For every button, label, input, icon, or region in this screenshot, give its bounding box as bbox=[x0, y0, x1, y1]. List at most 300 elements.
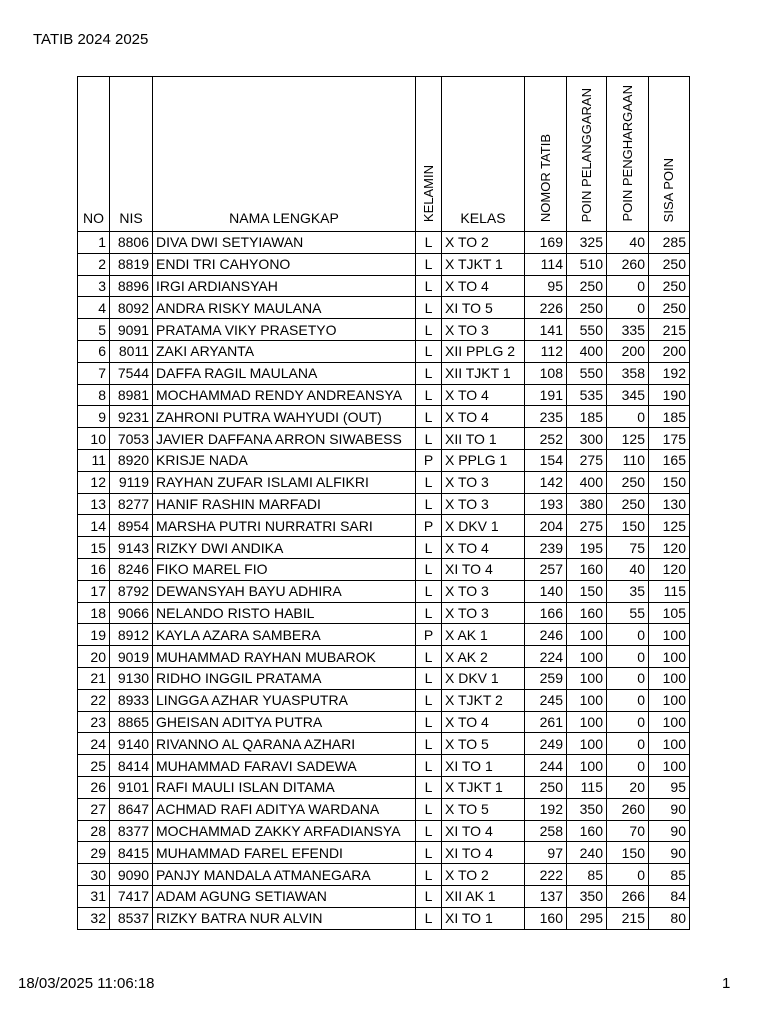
cell-kelas: X TJKT 2 bbox=[442, 689, 525, 711]
cell-sisa-poin: 130 bbox=[649, 493, 690, 515]
cell-nomor-tatib: 257 bbox=[525, 558, 567, 580]
header-kelas: KELAS bbox=[442, 77, 525, 232]
cell-poin-penghargaan: 150 bbox=[607, 515, 649, 537]
table-row bbox=[78, 885, 690, 907]
cell-nomor-tatib: 108 bbox=[525, 362, 567, 384]
cell-nama: LINGGA AZHAR YUASPUTRA bbox=[153, 689, 416, 711]
cell-nama: MUHAMMAD RAYHAN MUBAROK bbox=[153, 646, 416, 668]
cell-poin-pelanggaran: 100 bbox=[567, 755, 607, 777]
cell-nomor-tatib: 169 bbox=[525, 232, 567, 254]
cell-poin-penghargaan: 40 bbox=[607, 558, 649, 580]
table-row bbox=[78, 602, 690, 624]
cell-sisa-poin: 192 bbox=[649, 362, 690, 384]
cell-nama: ADAM AGUNG SETIAWAN bbox=[153, 885, 416, 907]
cell-nama: RIDHO INGGIL PRATAMA bbox=[153, 667, 416, 689]
cell-kelamin: L bbox=[416, 297, 442, 319]
cell-no: 22 bbox=[78, 689, 110, 711]
cell-no: 16 bbox=[78, 558, 110, 580]
cell-sisa-poin: 165 bbox=[649, 449, 690, 471]
cell-sisa-poin: 190 bbox=[649, 384, 690, 406]
cell-poin-penghargaan: 0 bbox=[607, 297, 649, 319]
cell-nis: 8954 bbox=[110, 515, 153, 537]
cell-nomor-tatib: 259 bbox=[525, 667, 567, 689]
cell-nama: KAYLA AZARA SAMBERA bbox=[153, 624, 416, 646]
cell-nis: 9019 bbox=[110, 646, 153, 668]
table-row bbox=[78, 624, 690, 646]
cell-sisa-poin: 120 bbox=[649, 558, 690, 580]
cell-nis: 9143 bbox=[110, 537, 153, 559]
cell-nama: KRISJE NADA bbox=[153, 449, 416, 471]
cell-nis: 8865 bbox=[110, 711, 153, 733]
header-no: NO bbox=[78, 77, 110, 232]
cell-kelamin: L bbox=[416, 667, 442, 689]
cell-nama: ZAHRONI PUTRA WAHYUDI (OUT) bbox=[153, 406, 416, 428]
table-row bbox=[78, 689, 690, 711]
cell-no: 18 bbox=[78, 602, 110, 624]
cell-nomor-tatib: 226 bbox=[525, 297, 567, 319]
cell-nomor-tatib: 160 bbox=[525, 907, 567, 929]
cell-no: 31 bbox=[78, 885, 110, 907]
cell-kelas: XII TJKT 1 bbox=[442, 362, 525, 384]
cell-no: 24 bbox=[78, 733, 110, 755]
cell-no: 4 bbox=[78, 297, 110, 319]
cell-nama: ZAKI ARYANTA bbox=[153, 340, 416, 362]
cell-nomor-tatib: 137 bbox=[525, 885, 567, 907]
cell-nis: 9231 bbox=[110, 406, 153, 428]
cell-poin-pelanggaran: 240 bbox=[567, 842, 607, 864]
cell-poin-penghargaan: 70 bbox=[607, 820, 649, 842]
cell-poin-penghargaan: 0 bbox=[607, 733, 649, 755]
cell-nama: FIKO MAREL FIO bbox=[153, 558, 416, 580]
cell-kelas: X PPLG 1 bbox=[442, 449, 525, 471]
cell-nis: 8414 bbox=[110, 755, 153, 777]
table-row bbox=[78, 667, 690, 689]
cell-kelas: XI TO 4 bbox=[442, 820, 525, 842]
cell-kelamin: L bbox=[416, 537, 442, 559]
header-nama: NAMA LENGKAP bbox=[153, 77, 416, 232]
cell-nis: 9130 bbox=[110, 667, 153, 689]
cell-nama: MOCHAMMAD RENDY ANDREANSYA bbox=[153, 384, 416, 406]
cell-kelamin: L bbox=[416, 798, 442, 820]
cell-nis: 8246 bbox=[110, 558, 153, 580]
cell-poin-pelanggaran: 150 bbox=[567, 580, 607, 602]
cell-nama: RIVANNO AL QARANA AZHARI bbox=[153, 733, 416, 755]
cell-kelamin: L bbox=[416, 820, 442, 842]
cell-nama: NELANDO RISTO HABIL bbox=[153, 602, 416, 624]
cell-poin-penghargaan: 0 bbox=[607, 667, 649, 689]
cell-nis: 7417 bbox=[110, 885, 153, 907]
cell-poin-penghargaan: 0 bbox=[607, 646, 649, 668]
cell-poin-pelanggaran: 115 bbox=[567, 776, 607, 798]
page-number: 1 bbox=[722, 975, 731, 992]
cell-poin-penghargaan: 55 bbox=[607, 602, 649, 624]
cell-poin-penghargaan: 125 bbox=[607, 428, 649, 450]
cell-nomor-tatib: 191 bbox=[525, 384, 567, 406]
table-row bbox=[78, 449, 690, 471]
cell-nis: 8792 bbox=[110, 580, 153, 602]
cell-kelamin: L bbox=[416, 646, 442, 668]
cell-poin-penghargaan: 260 bbox=[607, 253, 649, 275]
cell-kelamin: L bbox=[416, 362, 442, 384]
table-row bbox=[78, 515, 690, 537]
cell-no: 29 bbox=[78, 842, 110, 864]
cell-poin-pelanggaran: 550 bbox=[567, 362, 607, 384]
cell-kelamin: L bbox=[416, 885, 442, 907]
cell-kelamin: L bbox=[416, 602, 442, 624]
cell-kelas: X AK 1 bbox=[442, 624, 525, 646]
cell-kelamin: L bbox=[416, 689, 442, 711]
cell-kelamin: L bbox=[416, 471, 442, 493]
cell-kelamin: L bbox=[416, 253, 442, 275]
cell-kelas: X TO 4 bbox=[442, 711, 525, 733]
cell-no: 14 bbox=[78, 515, 110, 537]
cell-no: 13 bbox=[78, 493, 110, 515]
cell-nama: GHEISAN ADITYA PUTRA bbox=[153, 711, 416, 733]
cell-kelas: XII AK 1 bbox=[442, 885, 525, 907]
cell-poin-pelanggaran: 535 bbox=[567, 384, 607, 406]
cell-nama: DIVA DWI SETYIAWAN bbox=[153, 232, 416, 254]
cell-sisa-poin: 84 bbox=[649, 885, 690, 907]
cell-no: 5 bbox=[78, 319, 110, 341]
cell-no: 8 bbox=[78, 384, 110, 406]
table-row bbox=[78, 907, 690, 929]
cell-nama: RAFI MAULI ISLAN DITAMA bbox=[153, 776, 416, 798]
cell-poin-pelanggaran: 85 bbox=[567, 864, 607, 886]
cell-no: 11 bbox=[78, 449, 110, 471]
cell-no: 7 bbox=[78, 362, 110, 384]
cell-nis: 8806 bbox=[110, 232, 153, 254]
cell-poin-pelanggaran: 550 bbox=[567, 319, 607, 341]
cell-kelamin: P bbox=[416, 515, 442, 537]
cell-nis: 8912 bbox=[110, 624, 153, 646]
table-row bbox=[78, 319, 690, 341]
cell-kelas: X DKV 1 bbox=[442, 515, 525, 537]
cell-kelas: X TJKT 1 bbox=[442, 776, 525, 798]
cell-kelamin: L bbox=[416, 493, 442, 515]
cell-kelamin: L bbox=[416, 428, 442, 450]
cell-poin-penghargaan: 200 bbox=[607, 340, 649, 362]
cell-poin-pelanggaran: 100 bbox=[567, 667, 607, 689]
table-row bbox=[78, 776, 690, 798]
cell-kelamin: L bbox=[416, 580, 442, 602]
header-sisa-poin: SISA POIN bbox=[649, 77, 690, 232]
cell-kelas: XI TO 4 bbox=[442, 842, 525, 864]
cell-nama: ANDRA RISKY MAULANA bbox=[153, 297, 416, 319]
cell-kelas: XII PPLG 2 bbox=[442, 340, 525, 362]
cell-nomor-tatib: 235 bbox=[525, 406, 567, 428]
cell-sisa-poin: 95 bbox=[649, 776, 690, 798]
cell-sisa-poin: 115 bbox=[649, 580, 690, 602]
cell-kelas: XI TO 1 bbox=[442, 907, 525, 929]
cell-poin-pelanggaran: 100 bbox=[567, 733, 607, 755]
header-nis: NIS bbox=[110, 77, 153, 232]
cell-nomor-tatib: 192 bbox=[525, 798, 567, 820]
tatib-table bbox=[77, 76, 690, 930]
cell-nama: PRATAMA VIKY PRASETYO bbox=[153, 319, 416, 341]
cell-kelas: X TO 2 bbox=[442, 864, 525, 886]
cell-nomor-tatib: 142 bbox=[525, 471, 567, 493]
cell-sisa-poin: 100 bbox=[649, 689, 690, 711]
cell-nomor-tatib: 261 bbox=[525, 711, 567, 733]
cell-kelas: X TO 5 bbox=[442, 798, 525, 820]
cell-sisa-poin: 80 bbox=[649, 907, 690, 929]
cell-kelamin: L bbox=[416, 776, 442, 798]
cell-sisa-poin: 100 bbox=[649, 667, 690, 689]
cell-no: 2 bbox=[78, 253, 110, 275]
cell-no: 32 bbox=[78, 907, 110, 929]
cell-no: 17 bbox=[78, 580, 110, 602]
cell-nis: 8981 bbox=[110, 384, 153, 406]
cell-sisa-poin: 250 bbox=[649, 297, 690, 319]
cell-nama: MUHAMMAD FARAVI SADEWA bbox=[153, 755, 416, 777]
cell-kelamin: L bbox=[416, 755, 442, 777]
cell-poin-penghargaan: 0 bbox=[607, 275, 649, 297]
cell-sisa-poin: 105 bbox=[649, 602, 690, 624]
cell-poin-pelanggaran: 510 bbox=[567, 253, 607, 275]
cell-no: 20 bbox=[78, 646, 110, 668]
cell-kelamin: L bbox=[416, 406, 442, 428]
cell-kelamin: L bbox=[416, 733, 442, 755]
cell-poin-penghargaan: 0 bbox=[607, 689, 649, 711]
cell-nis: 9119 bbox=[110, 471, 153, 493]
cell-poin-penghargaan: 0 bbox=[607, 624, 649, 646]
cell-kelas: X TO 5 bbox=[442, 733, 525, 755]
cell-poin-penghargaan: 250 bbox=[607, 493, 649, 515]
cell-no: 6 bbox=[78, 340, 110, 362]
cell-sisa-poin: 285 bbox=[649, 232, 690, 254]
cell-sisa-poin: 100 bbox=[649, 733, 690, 755]
cell-poin-pelanggaran: 325 bbox=[567, 232, 607, 254]
cell-poin-pelanggaran: 250 bbox=[567, 297, 607, 319]
cell-no: 27 bbox=[78, 798, 110, 820]
cell-nama: IRGI ARDIANSYAH bbox=[153, 275, 416, 297]
cell-no: 9 bbox=[78, 406, 110, 428]
cell-nama: DAFFA RAGIL MAULANA bbox=[153, 362, 416, 384]
cell-sisa-poin: 200 bbox=[649, 340, 690, 362]
cell-nomor-tatib: 224 bbox=[525, 646, 567, 668]
cell-poin-pelanggaran: 400 bbox=[567, 340, 607, 362]
cell-poin-pelanggaran: 100 bbox=[567, 711, 607, 733]
cell-kelas: X TO 4 bbox=[442, 384, 525, 406]
table-row bbox=[78, 362, 690, 384]
cell-sisa-poin: 100 bbox=[649, 755, 690, 777]
cell-poin-pelanggaran: 275 bbox=[567, 449, 607, 471]
cell-kelas: X TJKT 1 bbox=[442, 253, 525, 275]
cell-kelamin: L bbox=[416, 864, 442, 886]
cell-poin-penghargaan: 266 bbox=[607, 885, 649, 907]
cell-nomor-tatib: 249 bbox=[525, 733, 567, 755]
cell-poin-penghargaan: 0 bbox=[607, 406, 649, 428]
cell-poin-penghargaan: 110 bbox=[607, 449, 649, 471]
cell-kelamin: L bbox=[416, 907, 442, 929]
cell-sisa-poin: 100 bbox=[649, 711, 690, 733]
cell-poin-penghargaan: 0 bbox=[607, 711, 649, 733]
cell-sisa-poin: 85 bbox=[649, 864, 690, 886]
table-header-row bbox=[78, 77, 690, 232]
table-row bbox=[78, 580, 690, 602]
table-row bbox=[78, 384, 690, 406]
cell-kelamin: L bbox=[416, 232, 442, 254]
cell-nomor-tatib: 252 bbox=[525, 428, 567, 450]
cell-poin-penghargaan: 358 bbox=[607, 362, 649, 384]
table-row bbox=[78, 558, 690, 580]
cell-nomor-tatib: 166 bbox=[525, 602, 567, 624]
cell-nis: 8896 bbox=[110, 275, 153, 297]
cell-sisa-poin: 215 bbox=[649, 319, 690, 341]
cell-poin-penghargaan: 250 bbox=[607, 471, 649, 493]
cell-kelas: X TO 4 bbox=[442, 275, 525, 297]
cell-kelamin: L bbox=[416, 842, 442, 864]
cell-nis: 9090 bbox=[110, 864, 153, 886]
cell-poin-pelanggaran: 100 bbox=[567, 624, 607, 646]
cell-no: 10 bbox=[78, 428, 110, 450]
table-row bbox=[78, 428, 690, 450]
cell-nis: 8277 bbox=[110, 493, 153, 515]
cell-poin-pelanggaran: 300 bbox=[567, 428, 607, 450]
cell-poin-penghargaan: 35 bbox=[607, 580, 649, 602]
cell-kelas: X TO 3 bbox=[442, 319, 525, 341]
cell-kelas: XI TO 1 bbox=[442, 755, 525, 777]
cell-poin-pelanggaran: 295 bbox=[567, 907, 607, 929]
table-row bbox=[78, 646, 690, 668]
table-row bbox=[78, 842, 690, 864]
table-row bbox=[78, 820, 690, 842]
cell-poin-pelanggaran: 275 bbox=[567, 515, 607, 537]
cell-kelamin: P bbox=[416, 449, 442, 471]
cell-nis: 8537 bbox=[110, 907, 153, 929]
cell-sisa-poin: 120 bbox=[649, 537, 690, 559]
cell-nomor-tatib: 244 bbox=[525, 755, 567, 777]
cell-sisa-poin: 100 bbox=[649, 624, 690, 646]
cell-no: 26 bbox=[78, 776, 110, 798]
cell-no: 30 bbox=[78, 864, 110, 886]
cell-nama: ENDI TRI CAHYONO bbox=[153, 253, 416, 275]
table-row bbox=[78, 340, 690, 362]
cell-no: 23 bbox=[78, 711, 110, 733]
cell-no: 15 bbox=[78, 537, 110, 559]
cell-kelas: X TO 4 bbox=[442, 406, 525, 428]
cell-nis: 8011 bbox=[110, 340, 153, 362]
cell-no: 28 bbox=[78, 820, 110, 842]
cell-nama: HANIF RASHIN MARFADI bbox=[153, 493, 416, 515]
cell-poin-penghargaan: 75 bbox=[607, 537, 649, 559]
cell-poin-pelanggaran: 100 bbox=[567, 646, 607, 668]
table-row bbox=[78, 253, 690, 275]
cell-nama: MOCHAMMAD ZAKKY ARFADIANSYA bbox=[153, 820, 416, 842]
cell-no: 3 bbox=[78, 275, 110, 297]
table-row bbox=[78, 755, 690, 777]
cell-nis: 8920 bbox=[110, 449, 153, 471]
table-row bbox=[78, 733, 690, 755]
cell-kelas: X TO 3 bbox=[442, 471, 525, 493]
cell-nomor-tatib: 95 bbox=[525, 275, 567, 297]
cell-poin-penghargaan: 40 bbox=[607, 232, 649, 254]
cell-poin-penghargaan: 0 bbox=[607, 755, 649, 777]
cell-kelas: X TO 3 bbox=[442, 602, 525, 624]
cell-no: 21 bbox=[78, 667, 110, 689]
table-row bbox=[78, 275, 690, 297]
cell-poin-pelanggaran: 350 bbox=[567, 798, 607, 820]
cell-nomor-tatib: 112 bbox=[525, 340, 567, 362]
cell-nama: RAYHAN ZUFAR ISLAMI ALFIKRI bbox=[153, 471, 416, 493]
cell-nomor-tatib: 114 bbox=[525, 253, 567, 275]
cell-nama: RIZKY DWI ANDIKA bbox=[153, 537, 416, 559]
cell-poin-pelanggaran: 380 bbox=[567, 493, 607, 515]
cell-poin-penghargaan: 20 bbox=[607, 776, 649, 798]
cell-nama: MARSHA PUTRI NURRATRI SARI bbox=[153, 515, 416, 537]
cell-poin-pelanggaran: 160 bbox=[567, 558, 607, 580]
print-timestamp: 18/03/2025 11:06:18 bbox=[18, 975, 155, 992]
cell-nomor-tatib: 239 bbox=[525, 537, 567, 559]
cell-nis: 8377 bbox=[110, 820, 153, 842]
cell-sisa-poin: 90 bbox=[649, 798, 690, 820]
table-row bbox=[78, 232, 690, 254]
cell-kelamin: L bbox=[416, 711, 442, 733]
cell-kelamin: L bbox=[416, 340, 442, 362]
cell-nomor-tatib: 222 bbox=[525, 864, 567, 886]
cell-nis: 9140 bbox=[110, 733, 153, 755]
cell-kelas: XI TO 5 bbox=[442, 297, 525, 319]
cell-sisa-poin: 175 bbox=[649, 428, 690, 450]
cell-kelamin: L bbox=[416, 384, 442, 406]
cell-nis: 9091 bbox=[110, 319, 153, 341]
cell-poin-pelanggaran: 160 bbox=[567, 602, 607, 624]
cell-nama: ACHMAD RAFI ADITYA WARDANA bbox=[153, 798, 416, 820]
cell-nis: 8647 bbox=[110, 798, 153, 820]
cell-kelamin: L bbox=[416, 275, 442, 297]
cell-poin-penghargaan: 260 bbox=[607, 798, 649, 820]
cell-poin-penghargaan: 335 bbox=[607, 319, 649, 341]
cell-nis: 8415 bbox=[110, 842, 153, 864]
table-row bbox=[78, 711, 690, 733]
cell-sisa-poin: 90 bbox=[649, 842, 690, 864]
cell-sisa-poin: 90 bbox=[649, 820, 690, 842]
cell-nama: RIZKY BATRA NUR ALVIN bbox=[153, 907, 416, 929]
cell-poin-penghargaan: 0 bbox=[607, 864, 649, 886]
cell-nomor-tatib: 258 bbox=[525, 820, 567, 842]
cell-nis: 7544 bbox=[110, 362, 153, 384]
cell-nis: 9066 bbox=[110, 602, 153, 624]
cell-kelas: X AK 2 bbox=[442, 646, 525, 668]
table-row bbox=[78, 864, 690, 886]
header-poin-pelanggaran: POIN PELANGGARAN bbox=[567, 77, 607, 232]
cell-kelas: X TO 3 bbox=[442, 580, 525, 602]
cell-poin-pelanggaran: 350 bbox=[567, 885, 607, 907]
cell-nis: 8092 bbox=[110, 297, 153, 319]
cell-poin-pelanggaran: 160 bbox=[567, 820, 607, 842]
cell-kelas: X TO 3 bbox=[442, 493, 525, 515]
header-poin-penghargaan: POIN PENGHARGAAN bbox=[607, 77, 649, 232]
cell-kelas: X TO 4 bbox=[442, 537, 525, 559]
cell-poin-pelanggaran: 250 bbox=[567, 275, 607, 297]
cell-poin-penghargaan: 215 bbox=[607, 907, 649, 929]
cell-nama: JAVIER DAFFANA ARRON SIWABESS bbox=[153, 428, 416, 450]
cell-poin-pelanggaran: 100 bbox=[567, 689, 607, 711]
cell-nis: 7053 bbox=[110, 428, 153, 450]
cell-nomor-tatib: 141 bbox=[525, 319, 567, 341]
document-title: TATIB 2024 2025 bbox=[33, 31, 149, 48]
cell-poin-pelanggaran: 400 bbox=[567, 471, 607, 493]
table-row bbox=[78, 798, 690, 820]
cell-no: 12 bbox=[78, 471, 110, 493]
cell-sisa-poin: 250 bbox=[649, 253, 690, 275]
cell-nis: 8933 bbox=[110, 689, 153, 711]
cell-poin-pelanggaran: 195 bbox=[567, 537, 607, 559]
cell-sisa-poin: 185 bbox=[649, 406, 690, 428]
header-nomor-tatib: NOMOR TATIB bbox=[525, 77, 567, 232]
cell-nomor-tatib: 154 bbox=[525, 449, 567, 471]
cell-nama: PANJY MANDALA ATMANEGARA bbox=[153, 864, 416, 886]
